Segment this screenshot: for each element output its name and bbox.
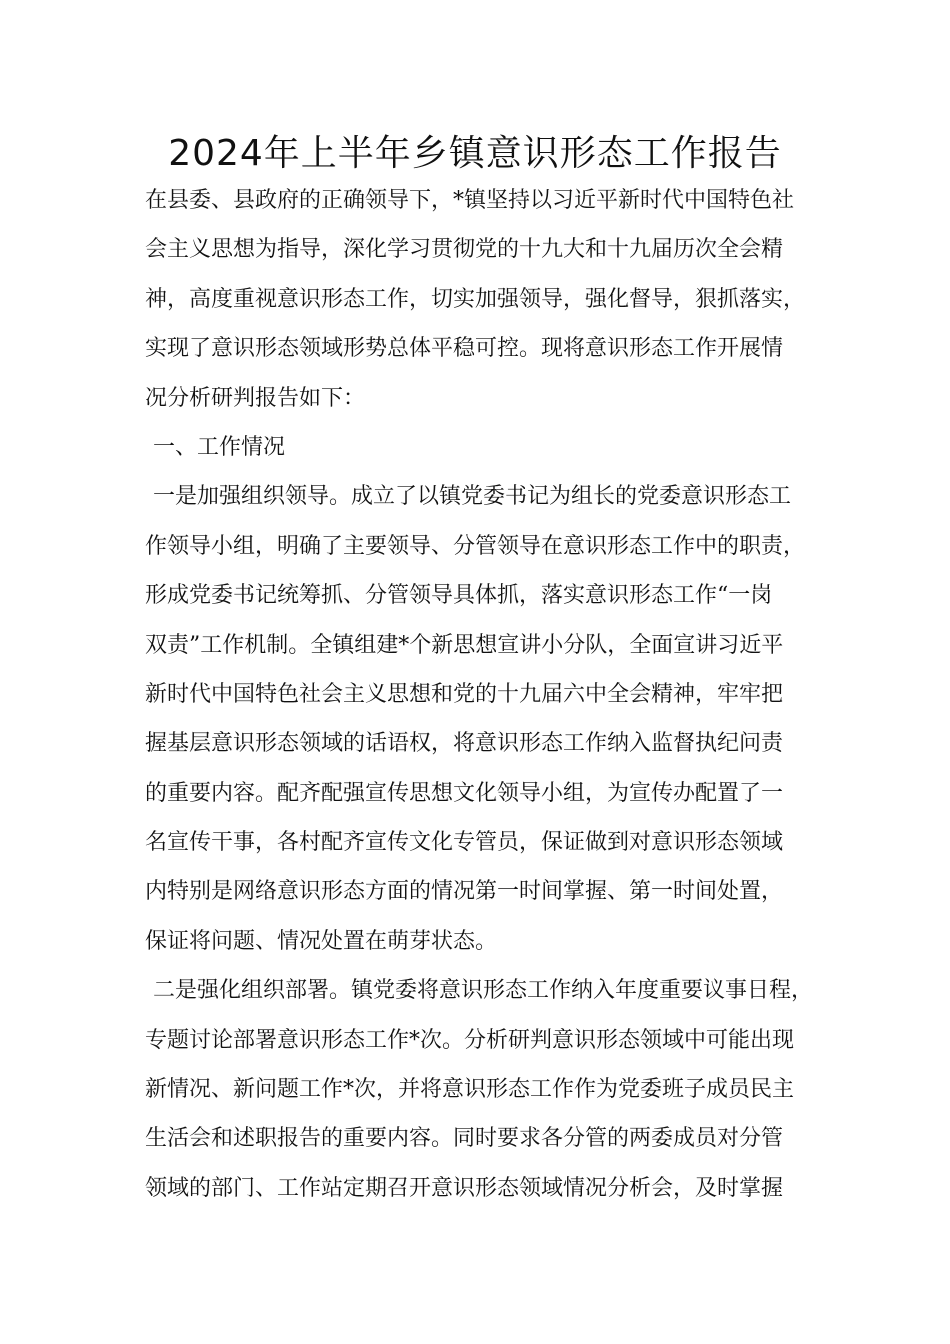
paragraph-line: 况分析研判报告如下： <box>145 385 366 411</box>
paragraph-line: 新情况、新问题工作*次，并将意识形态工作作为党委班子成员民主 <box>145 1077 795 1103</box>
paragraph-line: 会主义思想为指导，深化学习贯彻党的十九大和十九届历次全会精 <box>145 237 784 263</box>
paragraph-line: 生活会和述职报告的重要内容。同时要求各分管的两委成员对分管 <box>145 1126 784 1152</box>
paragraph-line: 实现了意识形态领域形势总体平稳可控。现将意识形态工作开展情 <box>145 336 784 362</box>
paragraph-line: 神，高度重视意识形态工作，切实加强领导，强化督导，狠抓落实， <box>145 286 806 312</box>
paragraph-line: 领域的部门、工作站定期召开意识形态领域情况分析会，及时掌握 <box>145 1175 784 1201</box>
paragraph-line: 双责”工作机制。全镇组建*个新思想宣讲小分队，全面宣讲习近平 <box>145 632 784 658</box>
document-body <box>0 176 950 1213</box>
paragraph-line: 内特别是网络意识形态方面的情况第一时间掌握、第一时间处置， <box>145 879 784 905</box>
paragraph-line: 作领导小组，明确了主要领导、分管领导在意识形态工作中的职责， <box>145 533 806 559</box>
paragraph-line: 握基层意识形态领域的话语权，将意识形态工作纳入监督执纪问责 <box>145 731 784 757</box>
paragraph-line: 保证将问题、情况处置在萌芽状态。 <box>145 928 498 954</box>
document-title: 2024年上半年乡镇意识形态工作报告 <box>168 133 782 174</box>
paragraph-line: 在县委、县政府的正确领导下，*镇坚持以习近平新时代中国特色社 <box>145 188 795 213</box>
paragraph-line: 二是强化组织部署。镇党委将意识形态工作纳入年度重要议事日程， <box>153 978 814 1004</box>
paragraph-line: 新时代中国特色社会主义思想和党的十九届六中全会精神，牢牢把 <box>145 681 784 707</box>
section-heading: 一、工作情况 <box>153 434 286 460</box>
paragraph-line: 一是加强组织领导。成立了以镇党委书记为组长的党委意识形态工 <box>153 484 792 510</box>
paragraph-line: 名宣传干事，各村配齐宣传文化专管员，保证做到对意识形态领域 <box>145 830 784 856</box>
paragraph-line: 专题讨论部署意识形态工作*次。分析研判意识形态领域中可能出现 <box>145 1027 795 1053</box>
paragraph-line: 形成党委书记统筹抓、分管领导具体抓，落实意识形态工作“一岗 <box>145 583 773 609</box>
paragraph-line: 的重要内容。配齐配强宣传思想文化领导小组，为宣传办配置了一 <box>145 780 784 806</box>
